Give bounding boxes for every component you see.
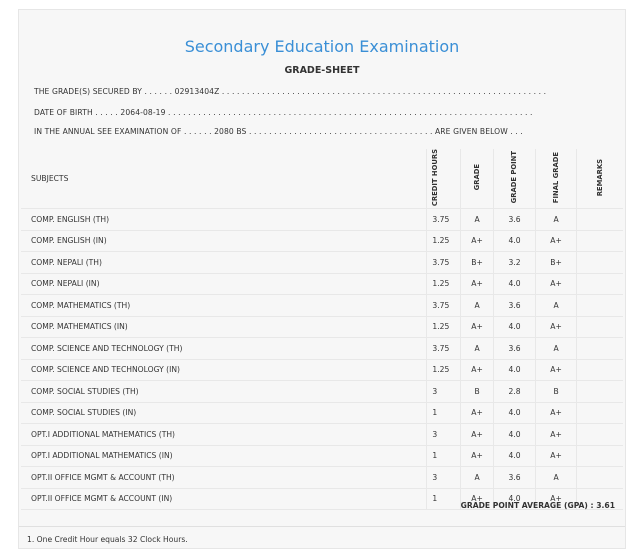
remarks-cell	[577, 252, 623, 274]
remarks-cell	[577, 402, 623, 424]
header-final-grade: FINAL GRADE	[535, 149, 577, 209]
symbol-number-line: THE GRADE(S) SECURED BY . . . . . . 02913404Z . . . . . . . . . . . . . . . . . . . . . . . . . . . . . . . . . . . . . . . . . . . . . . . . . . . . . . . . . . . . . . . . .	[34, 87, 547, 96]
remarks-cell	[577, 424, 623, 446]
grade-point-cell: 3.6	[494, 209, 536, 231]
credit-hours-cell: 1.25	[427, 316, 460, 338]
gpa-value: 3.61	[596, 501, 615, 510]
subject-cell: OPT.I ADDITIONAL MATHEMATICS (TH)	[21, 424, 427, 446]
final-grade-cell: B+	[535, 252, 577, 274]
credit-hours-cell: 3.75	[427, 252, 460, 274]
final-grade-cell: A	[535, 467, 577, 489]
table-row	[21, 338, 623, 360]
final-grade-cell: A	[535, 338, 577, 360]
grade-sheet	[18, 9, 626, 549]
grade-cell: A	[460, 467, 493, 489]
grade-cell: A+	[460, 230, 493, 252]
remarks-cell	[577, 338, 623, 360]
remarks-cell	[577, 273, 623, 295]
grade-cell: B	[460, 381, 493, 403]
remarks-cell	[577, 316, 623, 338]
footnote: 1. One Credit Hour equals 32 Clock Hours.	[27, 535, 188, 544]
table-row	[21, 445, 623, 467]
final-grade-cell: A+	[535, 359, 577, 381]
final-grade-cell: A+	[535, 488, 577, 510]
subject-cell: COMP. ENGLISH (TH)	[21, 209, 427, 231]
header-grade-point: GRADE POINT	[494, 149, 536, 209]
final-grade-cell: A+	[535, 424, 577, 446]
grade-cell: A+	[460, 402, 493, 424]
grade-point-cell: 4.0	[494, 488, 536, 510]
grade-point-cell: 4.0	[494, 359, 536, 381]
grade-cell: A+	[460, 316, 493, 338]
credit-hours-cell: 1	[427, 488, 460, 510]
credit-hours-cell: 1	[427, 402, 460, 424]
credit-hours-cell: 1.25	[427, 230, 460, 252]
table-row	[21, 467, 623, 489]
gpa-label: GRADE POINT AVERAGE (GPA) :	[460, 501, 594, 510]
grade-cell: A	[460, 295, 493, 317]
subject-cell: COMP. SCIENCE AND TECHNOLOGY (TH)	[21, 338, 427, 360]
subject-cell: COMP. NEPALI (IN)	[21, 273, 427, 295]
subject-cell: COMP. MATHEMATICS (IN)	[21, 316, 427, 338]
grades-table	[21, 149, 623, 510]
credit-hours-cell: 1.25	[427, 359, 460, 381]
table-header-row	[21, 149, 623, 209]
date-of-birth-line: DATE OF BIRTH . . . . . 2064-08-19 . . . . . . . . . . . . . . . . . . . . . . . . . . . . . . . . . . . . . . . . . . . . . . . . . . . . . . . . . . . . . . . . . . . . . . . . .	[34, 108, 533, 117]
grade-cell: A+	[460, 445, 493, 467]
subject-cell: COMP. SCIENCE AND TECHNOLOGY (IN)	[21, 359, 427, 381]
credit-hours-cell: 3	[427, 381, 460, 403]
grade-point-cell: 4.0	[494, 316, 536, 338]
grade-cell: A+	[460, 359, 493, 381]
credit-hours-cell: 3	[427, 467, 460, 489]
table-row	[21, 402, 623, 424]
credit-hours-cell: 3	[427, 424, 460, 446]
credit-hours-cell: 3.75	[427, 209, 460, 231]
grade-point-cell: 4.0	[494, 445, 536, 467]
remarks-cell	[577, 295, 623, 317]
table-row	[21, 424, 623, 446]
subject-cell: OPT.I ADDITIONAL MATHEMATICS (IN)	[21, 445, 427, 467]
credit-hours-cell: 3.75	[427, 338, 460, 360]
grade-point-cell: 4.0	[494, 424, 536, 446]
subject-cell: COMP. SOCIAL STUDIES (IN)	[21, 402, 427, 424]
grade-cell: B+	[460, 252, 493, 274]
subject-cell: OPT.II OFFICE MGMT & ACCOUNT (TH)	[21, 467, 427, 489]
grade-point-cell: 3.6	[494, 338, 536, 360]
table-row	[21, 252, 623, 274]
credit-hours-cell: 1.25	[427, 273, 460, 295]
table-row	[21, 209, 623, 231]
grade-point-cell: 2.8	[494, 381, 536, 403]
subject-cell: COMP. SOCIAL STUDIES (TH)	[21, 381, 427, 403]
divider	[19, 526, 625, 527]
final-grade-cell: B	[535, 381, 577, 403]
remarks-cell	[577, 359, 623, 381]
grade-cell: A+	[460, 424, 493, 446]
remarks-cell	[577, 209, 623, 231]
final-grade-cell: A	[535, 295, 577, 317]
remarks-cell	[577, 467, 623, 489]
final-grade-cell: A	[535, 209, 577, 231]
subject-cell: COMP. MATHEMATICS (TH)	[21, 295, 427, 317]
grade-point-cell: 4.0	[494, 402, 536, 424]
subject-cell: OPT.II OFFICE MGMT & ACCOUNT (IN)	[21, 488, 427, 510]
remarks-cell	[577, 445, 623, 467]
grade-point-cell: 3.6	[494, 467, 536, 489]
final-grade-cell: A+	[535, 316, 577, 338]
grade-point-cell: 3.6	[494, 295, 536, 317]
table-row	[21, 359, 623, 381]
credit-hours-cell: 3.75	[427, 295, 460, 317]
table-row	[21, 295, 623, 317]
subject-cell: COMP. NEPALI (TH)	[21, 252, 427, 274]
gpa-summary	[461, 501, 615, 510]
final-grade-cell: A+	[535, 230, 577, 252]
table-row	[21, 316, 623, 338]
grade-cell: A	[460, 209, 493, 231]
page-subtitle: GRADE-SHEET	[284, 65, 360, 76]
header-remarks: REMARKS	[577, 149, 623, 209]
grade-cell: A+	[460, 488, 493, 510]
table-row	[21, 381, 623, 403]
page-title: Secondary Education Examination	[184, 37, 460, 56]
table-row	[21, 230, 623, 252]
final-grade-cell: A+	[535, 273, 577, 295]
grade-cell: A+	[460, 273, 493, 295]
table-row	[21, 273, 623, 295]
grade-point-cell: 4.0	[494, 230, 536, 252]
subject-cell: COMP. ENGLISH (IN)	[21, 230, 427, 252]
grade-point-cell: 4.0	[494, 273, 536, 295]
final-grade-cell: A+	[535, 402, 577, 424]
credit-hours-cell: 1	[427, 445, 460, 467]
final-grade-cell: A+	[535, 445, 577, 467]
grade-point-cell: 3.2	[494, 252, 536, 274]
grade-cell: A	[460, 338, 493, 360]
header-grade: GRADE	[460, 149, 493, 209]
header-subjects: SUBJECTS	[21, 149, 427, 209]
remarks-cell	[577, 230, 623, 252]
remarks-cell	[577, 381, 623, 403]
exam-year-line: IN THE ANNUAL SEE EXAMINATION OF . . . . . . 2080 BS . . . . . . . . . . . . . . . . . . . . . . . . . . . . . . . . . . . . . ARE GIVEN BELOW . . .	[34, 127, 523, 136]
header-credit-hours: CREDIT HOURS	[427, 149, 460, 209]
